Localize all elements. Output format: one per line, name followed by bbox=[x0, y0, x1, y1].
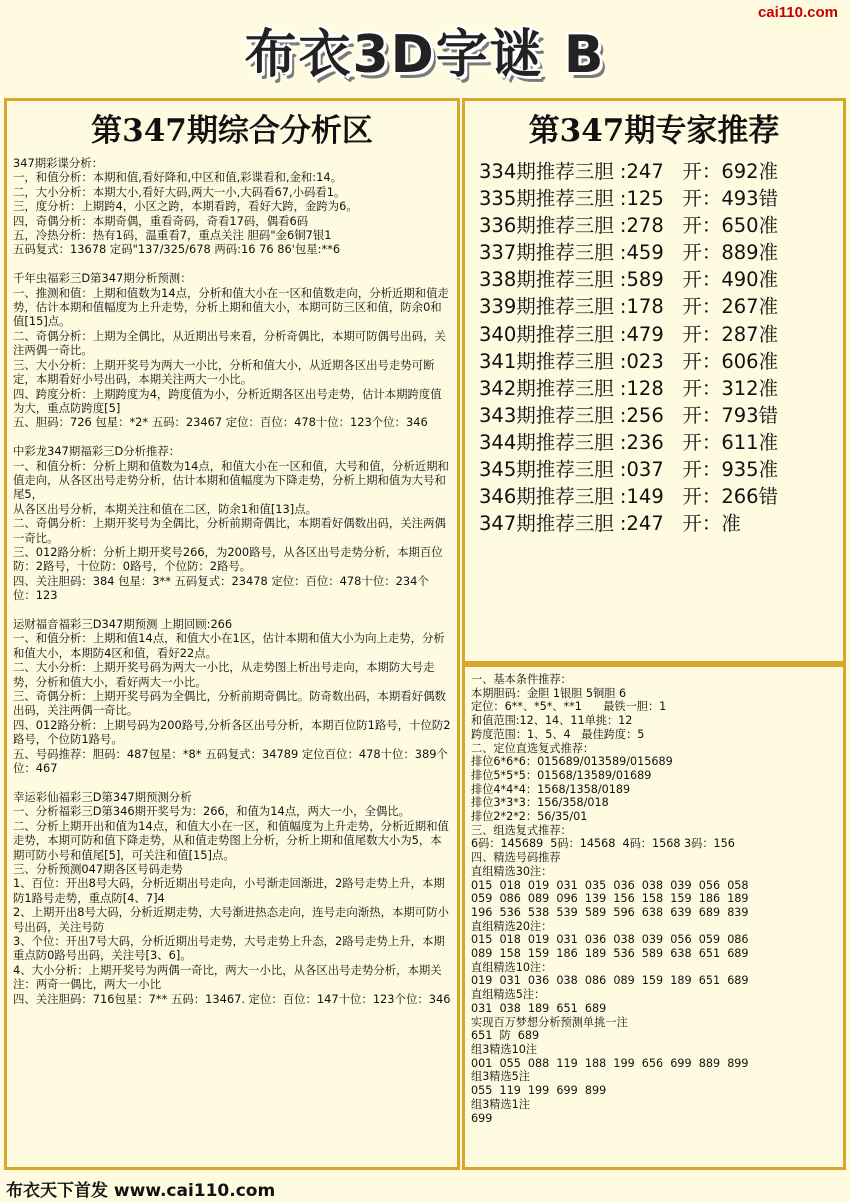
recommend-row bbox=[465, 239, 843, 266]
recommend-result: 准 bbox=[758, 295, 779, 319]
masthead-title: 布衣3D字谜 B bbox=[244, 25, 606, 85]
recommend-open: 开：611 bbox=[663, 430, 759, 454]
analysis-title: 第347期综合分析区 bbox=[91, 113, 373, 149]
recommend-pick: :178 bbox=[613, 295, 664, 319]
recommend-open: 开：287 bbox=[663, 322, 759, 346]
recommend-list bbox=[465, 158, 843, 537]
recommend-pick: :037 bbox=[613, 458, 664, 482]
recommend-row bbox=[465, 321, 843, 348]
recommend-period: 344期推荐三胆 bbox=[479, 430, 614, 454]
recommend-result: 准 bbox=[758, 458, 779, 482]
site-logo[interactable]: cai110.com bbox=[757, 4, 838, 21]
recommend-open: 开：889 bbox=[663, 241, 759, 265]
recommend-pick: :278 bbox=[613, 214, 664, 238]
recommend-period: 340期推荐三胆 bbox=[479, 322, 614, 346]
recommend-open: 开：493 bbox=[663, 187, 759, 211]
recommend-result: 准 bbox=[758, 349, 779, 373]
recommend-open: 开：650 bbox=[663, 214, 759, 238]
recommend-period: 342期推荐三胆 bbox=[479, 376, 614, 400]
recommend-open: 开：793 bbox=[663, 403, 759, 427]
recommend-open: 开： bbox=[663, 512, 722, 536]
recommend-pick: :236 bbox=[613, 430, 664, 454]
recommend-pick: :247 bbox=[613, 512, 664, 536]
recommend-pick: :459 bbox=[613, 241, 664, 265]
recommend-result: 准 bbox=[758, 241, 779, 265]
recommend-period: 341期推荐三胆 bbox=[479, 349, 614, 373]
recommend-row bbox=[465, 266, 843, 293]
recommend-period: 338期推荐三胆 bbox=[479, 268, 614, 292]
recommend-period: 345期推荐三胆 bbox=[479, 458, 614, 482]
conditions-body: 一、基本条件推荐： 本期胆码：金胆 1银胆 5铜胆 6 定位：6**、*5*、**1 最铁一胆：1 和值范围:12、14、11单挑：12 跨度范围：1、5、4 最佳跨度：5 二、定位直选复式推荐： 排位6*6*6：015689/013589/015689 排位5*5*5：01568/13589/01689 排位4*4*4：1568/1358/0189 排位3*3*3：156/358/018 排位2*2*2：56/35/01 三、组选复式推荐： 6码：145689 5码：14568 4码：1568 3码：156 四、精选号码推荐 直组精选30注： 015 018 019 031 035 036 038 039 056 058 059 086 089 096 139 156 158 159 186 189 196 536 538 539 589 596 638 639 689 839 直组精选20注： 015 018 019 031 036 038 039 056 059 086 089 158 159 186 189 536 589 638 651 689 直组精选10注： 019 031 036 038 086 089 159 189 651 689 直组精选5注： 031 038 189 651 689 实现百万梦想分析预测单挑一注 651 防 689 组3精选10注 001 055 088 119 188 199 656 699 889 899 组3精选5注 055 119 199 699 899 组3精选1注 699 bbox=[471, 673, 749, 1125]
recommend-period: 337期推荐三胆 bbox=[479, 241, 614, 265]
recommend-pick: :149 bbox=[613, 485, 664, 509]
conditions-panel bbox=[462, 664, 846, 1170]
analysis-body: 347期彩谍分析： 一，和值分析：本期和值,看好降和,中区和值,彩谍看和,金和:14。 二，大小分析：本期大小,看好大码,两大一小,大码看67,小码看1。 三，度分析：上期跨4，小区之跨，本期看跨，看好大跨，金跨为6。 四，奇偶分析：本期奇偶，重看奇码，奇看17码，偶看6码 五，冷热分析：热有1码，温重看7，重点关注 胆码"金6铜7银1 五码复式：13678 定码"137/325/678 两码:16 76 86'包星:**6 千年虫福彩三D第347期分析预测： 一、推测和值：上期和值数为14点，分析和值大小在一区和值数走向，分析近期和值走势，估计本期和值幅度为上升走势，分析上期和值大小，本期可防三区和值，防余0和值[15]点。 二、奇偶分析：上期为全偶比，从近期出号来看，分析奇偶比，本期可防偶号出码，关注两偶一奇比。 三、大小分析：上期开奖号为两大一小比，分析和值大小，从近期各区出号走势可断定，本期看好小号出码，本期关注两大一小比。 四、跨度分析：上期跨度为4，跨度值为小，分析近期各区出号走势，估计本期跨度值为大，重点防跨度[5] 五、胆码：726 包星：*2* 五码：23467 定位：百位：478十位：123个位：346 中彩龙347期福彩三D分析推荐： 一、和值分析：分析上期和值数为14点，和值大小在一区和值，大号和值，分析近期和值走向，从各区出号走势分析，估计本期和值幅度为下降走势，分析上期和值为大号和尾5， 从各区出号分析，本期关注和值在二区，防余1和值[13]点。 二、奇偶分析：上期开奖号为全偶比，分析前期奇偶比，本期看好偶数出码，关注两偶一奇比。 三、012路分析：分析上期开奖号266，为200路号，从各区出号走势分析，本期百位防：2路号，十位防：0路号，个位防：2路号。 四、关注胆码：384 包星：3** 五码复式：23478 定位：百位：478十位：234个位：123 运财福音福彩三D347期预测 上期回顾:266 一、和值分析：上期和值14点，和值大小在1区，估计本期和值大小为向上走势，分析和值大小，本期防4区和值，看好22点。 二、大小分析：上期开奖号码为两大一小比，从走势图上析出号走向，本期防大号走势，分析和值大小，看好两大一小比。 三、奇偶分析：上期开奖号码为全偶比，分析前期奇偶比。防奇数出码，本期看好偶数出码，关注两偶一奇比。 四、012路分析：上期号码为200路号,分析各区出号分析，本期百位防1路号，十位防2路号，个位防1路号。 五、号码推荐：胆码：487包星：*8* 五码复式：34789 定位百位：478十位：389个位：467 幸运彩仙福彩三D第347期预测分析 一、分析福彩三D第346期开奖号为：266，和值为14点，两大一小，全偶比。 二、分析上期开出和值为14点，和值大小在一区，和值幅度为上升走势，分析近期和值走势，本期可防和值下降走势，从和值走势图上分析，分析上期和值尾数大小为5，本期可防小号和值尾[5]，可关注和值[15]点。 三、分析预测047期各区号码走势 1、百位：开出8号大码，分析近期出号走向，小号渐走回渐进，2路号走势上升，本期防1路号走势，重点防[4、7]4 2、上期开出8号大码，分析近期走势，大号渐进热态走向，连号走向渐热，本期可防小号出码，关注号防 3、个位：开出7号大码，分析近期出号走势，大号走势上升态，2路号走势上升，本期重点防0路号出码，关注号[3、6]。 4、大小分析：上期开奖号为两偶一奇比，两大一小比，从各区出号走势分析，本期关注：两奇一偶比，两大一小比 四、关注胆码：716包星：7** 五码：13467. 定位：百位：147十位：123个位：346 bbox=[13, 156, 451, 1006]
footer: 布衣天下首发 www.cai110.com bbox=[6, 1181, 276, 1201]
recommend-pick: :125 bbox=[613, 187, 664, 211]
recommend-period: 343期推荐三胆 bbox=[479, 403, 614, 427]
recommend-result: 准 bbox=[758, 430, 779, 454]
analysis-panel bbox=[4, 98, 460, 1170]
expert-title: 第347期专家推荐 bbox=[528, 113, 780, 149]
recommend-row bbox=[465, 185, 843, 212]
recommend-row bbox=[465, 483, 843, 510]
recommend-period: 336期推荐三胆 bbox=[479, 214, 614, 238]
recommend-period: 334期推荐三胆 bbox=[479, 160, 614, 183]
recommend-result: 准 bbox=[758, 160, 779, 183]
recommend-period: 346期推荐三胆 bbox=[479, 485, 614, 509]
recommend-period: 335期推荐三胆 bbox=[479, 187, 614, 211]
recommend-row bbox=[465, 402, 843, 429]
recommend-row bbox=[465, 158, 843, 185]
recommend-pick: :479 bbox=[613, 322, 664, 346]
recommend-result: 错 bbox=[758, 187, 779, 211]
recommend-row bbox=[465, 429, 843, 456]
recommend-row bbox=[465, 456, 843, 483]
recommend-open: 开：490 bbox=[663, 268, 759, 292]
recommend-result: 准 bbox=[721, 512, 741, 536]
recommend-result: 错 bbox=[758, 485, 779, 509]
recommend-period: 339期推荐三胆 bbox=[479, 295, 614, 319]
recommend-pick: :256 bbox=[613, 403, 664, 427]
recommend-open: 开：267 bbox=[663, 295, 759, 319]
recommend-result: 准 bbox=[758, 376, 779, 400]
expert-panel bbox=[462, 98, 846, 664]
recommend-result: 错 bbox=[758, 403, 779, 427]
recommend-result: 准 bbox=[758, 268, 779, 292]
recommend-pick: :128 bbox=[613, 376, 664, 400]
recommend-open: 开：266 bbox=[663, 485, 759, 509]
recommend-row bbox=[465, 375, 843, 402]
recommend-row bbox=[465, 348, 843, 375]
recommend-period: 347期推荐三胆 bbox=[479, 512, 614, 536]
recommend-row bbox=[465, 510, 843, 537]
recommend-result: 准 bbox=[758, 214, 779, 238]
recommend-pick: :023 bbox=[613, 349, 664, 373]
recommend-open: 开：692 bbox=[663, 160, 759, 183]
recommend-open: 开：935 bbox=[663, 458, 759, 482]
recommend-row bbox=[465, 293, 843, 320]
recommend-open: 开：606 bbox=[663, 349, 759, 373]
recommend-result: 准 bbox=[758, 322, 779, 346]
recommend-pick: :247 bbox=[613, 160, 664, 183]
recommend-pick: :589 bbox=[613, 268, 664, 292]
recommend-open: 开：312 bbox=[663, 376, 759, 400]
recommend-row bbox=[465, 212, 843, 239]
